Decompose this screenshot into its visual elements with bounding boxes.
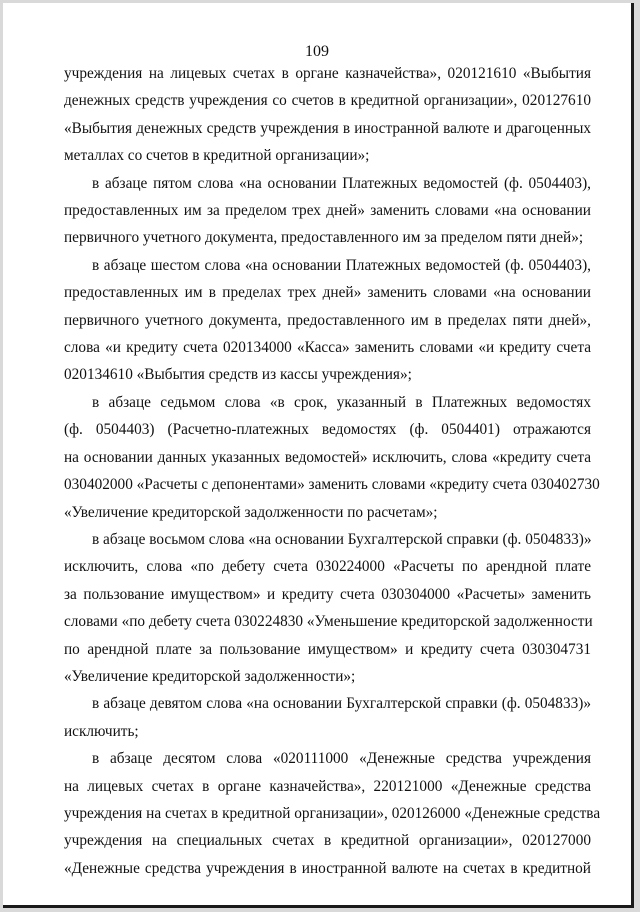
text-line: исключить;: [64, 722, 139, 740]
text-line: в абзаце пятом слова «на основании Платежных ведомостей (ф. 0504403),: [92, 174, 591, 192]
body-text: [64, 60, 601, 882]
text-line: слова «и кредиту счета 020134000 «Касса» заменить словами «и кредиту счета: [64, 339, 591, 357]
text-line: в абзаце седьмом слова «в срок, указанный в Платежных ведомостях: [92, 393, 591, 411]
text-line: «Увеличение кредиторской задолженности»;: [64, 667, 356, 685]
text-line: учреждения на счетах в кредитной организации», 020126000 «Денежные средства: [64, 804, 601, 822]
text-line: первичного учетного документа, предоставленного им за пределом пяти дней»;: [64, 229, 584, 247]
text-line: на лицевых счетах в органе казначейства», 220121000 «Денежные средства: [64, 777, 591, 795]
text-line: по арендной плате за пользование имуществом» и кредиту счета 030304731: [64, 640, 591, 658]
text-line: в абзаце шестом слова «на основании Платежных ведомостей (ф. 0504403),: [92, 256, 591, 274]
text-line: в абзаце девятом слова «на основании Бухгалтерской справки (ф. 0504833)»: [92, 695, 591, 713]
text-line: «Выбытия денежных средств учреждения в иностранной валюте и драгоценных: [64, 119, 591, 137]
page-number: 109: [305, 43, 329, 60]
text-line: металлах со счетов в кредитной организации»;: [64, 147, 370, 165]
text-line: предоставленных им за пределом трех дней» заменить словами «на основании: [64, 202, 591, 220]
text-line: в абзаце десятом слова «020111000 «Денежные средства учреждения: [92, 750, 591, 768]
text-line: за пользование имуществом» и кредиту счета 030304000 «Расчеты» заменить: [64, 585, 591, 603]
text-line: на основании данных указанных ведомостей» исключить, слова «кредиту счета: [64, 448, 591, 466]
document-page: [3, 3, 634, 908]
text-line: первичного учетного документа, предоставленного им в пределах пяти дней»,: [64, 311, 591, 329]
text-line: словами «по дебету счета 030224830 «Уменьшение кредиторской задолженности: [64, 613, 593, 631]
text-line: «Увеличение кредиторской задолженности по расчетам»;: [64, 503, 438, 521]
text-line: «Денежные средства учреждения в иностранной валюте на счетах в кредитной: [64, 859, 591, 877]
text-line: исключить, слова «по дебету счета 030224000 «Расчеты по арендной плате: [64, 558, 591, 576]
text-line: 030402000 «Расчеты с депонентами» заменить словами «кредиту счета 030402730: [64, 476, 600, 494]
text-line: учреждения на специальных счетах в кредитной организации», 020127000: [64, 832, 591, 850]
text-line: в абзаце восьмом слова «на основании Бухгалтерской справки (ф. 0504833)»: [92, 530, 592, 548]
text-line: (ф. 0504403) (Расчетно-платежных ведомостях (ф. 0504401) отражаются: [64, 421, 591, 439]
text-line: денежных средств учреждения со счетов в кредитной организации», 020127610: [64, 92, 591, 110]
text-line: 020134610 «Выбытия средств из кассы учреждения»;: [64, 366, 412, 384]
text-line: учреждения на лицевых счетах в органе казначейства», 020121610 «Выбытия: [64, 65, 591, 82]
text-line: предоставленных им в пределах трех дней» заменить словами «на основании: [64, 284, 591, 302]
